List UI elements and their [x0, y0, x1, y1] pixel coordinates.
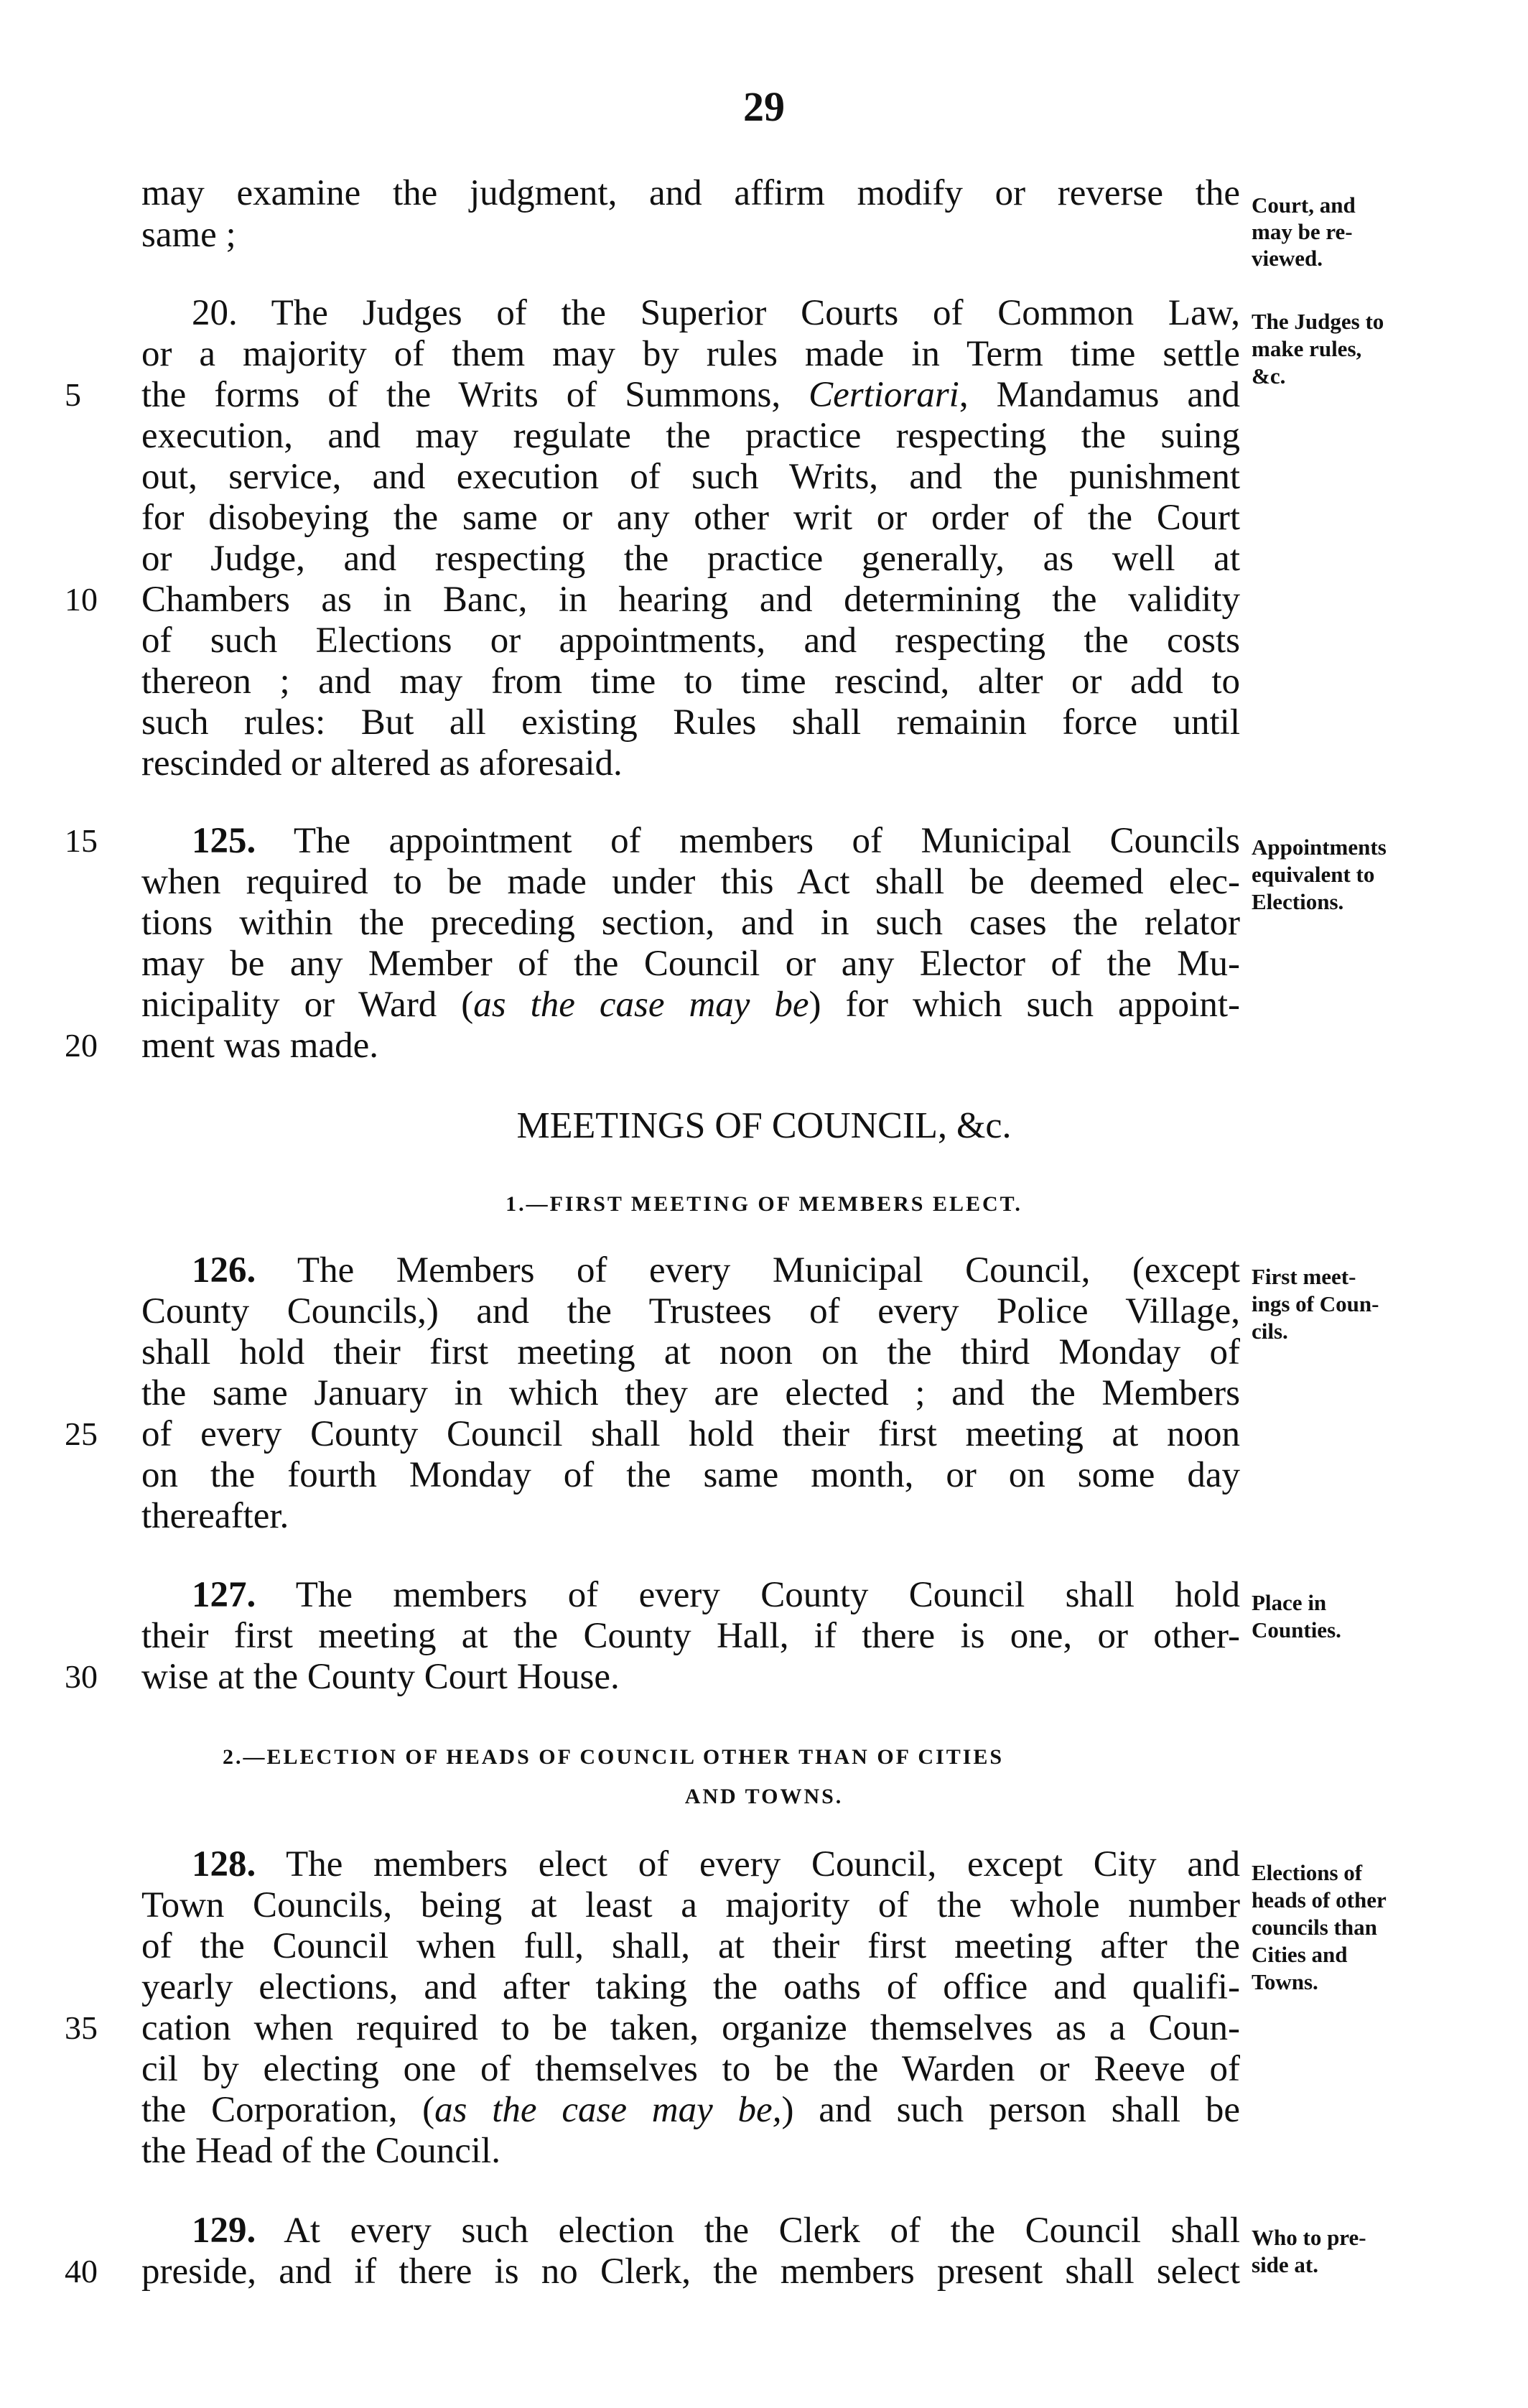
margin-note: viewed. — [1252, 246, 1323, 271]
margin-note: Cities and — [1252, 1942, 1348, 1967]
italic-span: as the case may be, — [434, 2090, 782, 2130]
text-span: The members of every County Council shall hold — [295, 1575, 1240, 1615]
line-number: 20 — [65, 1027, 98, 1064]
margin-note: Towns. — [1252, 1969, 1318, 1994]
text-line: shall hold their first meeting at noon on the third Monday of — [141, 1332, 1240, 1372]
margin-note: may be re- — [1252, 219, 1353, 244]
subheading: 2.—ELECTION OF HEADS OF COUNCIL OTHER THAN OF CITIES — [223, 1745, 1005, 1769]
line-number: 25 — [65, 1415, 98, 1452]
section-first-line — [141, 819, 1240, 863]
section-number: 128. — [192, 1844, 256, 1884]
text-span: The members elect of every Council, except City and — [286, 1844, 1240, 1884]
margin-note: ings of Coun- — [1252, 1291, 1379, 1316]
text-line: their first meeting at the County Hall, if there is one, or other- — [141, 1616, 1240, 1656]
line-number: 30 — [65, 1658, 98, 1695]
section-first-line — [141, 1573, 1240, 1617]
margin-note: Counties. — [1252, 1617, 1341, 1642]
line-number: 5 — [65, 376, 81, 413]
text-span: ) for which such appoint- — [809, 985, 1240, 1025]
margin-note: Court, and — [1252, 192, 1356, 218]
margin-note: Appointments — [1252, 835, 1387, 860]
text-line: Town Councils, being at least a majority of the whole number — [141, 1885, 1240, 1925]
section-first-line — [141, 2208, 1240, 2253]
margin-note: heads of other — [1252, 1887, 1387, 1912]
text-span: the Corporation, ( — [141, 2090, 435, 2130]
section-first-line — [141, 1248, 1240, 1293]
margin-note: First meet- — [1252, 1264, 1356, 1289]
text-span: , Mandamus and — [959, 375, 1240, 415]
margin-note: side at. — [1252, 2252, 1318, 2277]
text-line: of such Elections or appointments, and respecting the costs — [141, 620, 1240, 661]
text-line: out, service, and execution of such Writs, and the punishment — [141, 457, 1240, 497]
page-number: 29 — [743, 83, 785, 130]
margin-note: &c. — [1252, 363, 1286, 389]
text-line: thereafter. — [141, 1496, 289, 1536]
text-line — [141, 373, 1240, 417]
italic-span: Certiorari — [809, 375, 959, 415]
margin-note: cils. — [1252, 1319, 1288, 1344]
section-number: 129. — [192, 2211, 256, 2251]
text-line: or a majority of them may by rules made in Term time settle — [141, 334, 1240, 374]
text-line: cation when required to be taken, organize themselves as a Coun- — [141, 2008, 1240, 2048]
section-number: 20. — [192, 293, 238, 333]
section-first-line — [141, 1842, 1240, 1887]
text-span: nicipality or Ward ( — [141, 985, 474, 1025]
text-span: the forms of the Writs of Summons, — [141, 375, 781, 415]
text-line: may be any Member of the Council or any Elector of the Mu- — [141, 944, 1240, 984]
line-number: 40 — [65, 2253, 98, 2290]
margin-note: make rules, — [1252, 336, 1362, 361]
margin-note: Place in — [1252, 1590, 1327, 1615]
margin-note: Elections. — [1252, 889, 1344, 914]
text-line: execution, and may regulate the practice respecting the suing — [141, 416, 1240, 456]
section-number: 127. — [192, 1575, 256, 1615]
text-line: thereon ; and may from time to time rescind, alter or add to — [141, 661, 1240, 702]
text-span: The appointment of members of Municipal Councils — [293, 821, 1240, 861]
text-line: on the fourth Monday of the same month, or on some day — [141, 1455, 1240, 1495]
section-heading: MEETINGS OF COUNCIL, &c. — [516, 1105, 1012, 1146]
text-line: the same January in which they are elected ; and the Members — [141, 1373, 1240, 1413]
section-number: 125. — [192, 821, 256, 861]
line-number: 35 — [65, 2009, 98, 2046]
section-number: 126. — [192, 1250, 256, 1291]
text-line: such rules: But all existing Rules shall remainin force until — [141, 702, 1240, 743]
text-line — [141, 982, 1240, 1027]
text-span: At every such election the Clerk of the Council shall — [284, 2211, 1241, 2251]
margin-note: Who to pre- — [1252, 2225, 1366, 2250]
text-line: County Councils,) and the Trustees of every Police Village, — [141, 1291, 1240, 1331]
text-span: The Judges of the Superior Courts of Common Law, — [271, 293, 1240, 333]
text-line: Chambers as in Banc, in hearing and determining the validity — [141, 580, 1240, 620]
text-line: preside, and if there is no Clerk, the members present shall select — [141, 2251, 1240, 2292]
text-line: cil by electing one of themselves to be the Warden or Reeve of — [141, 2049, 1240, 2089]
text-line: yearly elections, and after taking the oaths of office and qualifi- — [141, 1967, 1240, 2007]
text-line: of every County Council shall hold their first meeting at noon — [141, 1414, 1240, 1454]
text-line: ment was made. — [141, 1026, 378, 1066]
text-line: wise at the County Court House. — [141, 1657, 620, 1697]
text-line: of the Council when full, shall, at their first meeting after the — [141, 1926, 1240, 1966]
text-span: ) and such person shall be — [781, 2090, 1240, 2130]
margin-note: The Judges to — [1252, 309, 1384, 334]
line-number: 15 — [65, 822, 98, 859]
margin-note: councils than — [1252, 1915, 1377, 1940]
subheading: AND TOWNS. — [684, 1785, 844, 1808]
text-line: when required to be made under this Act shall be deemed elec- — [141, 862, 1240, 902]
line-number: 10 — [65, 581, 98, 618]
text-line — [141, 2088, 1240, 2132]
text-line: rescinded or altered as aforesaid. — [141, 743, 623, 784]
text-line: for disobeying the same or any other writ or order of the Court — [141, 498, 1240, 538]
italic-span: as the case may be — [473, 985, 809, 1025]
text-line: tions within the preceding section, and in such cases the relator — [141, 903, 1240, 943]
subheading: 1.—FIRST MEETING OF MEMBERS ELECT. — [506, 1192, 1022, 1216]
margin-note: equivalent to — [1252, 862, 1375, 887]
section-first-line — [141, 291, 1240, 335]
text-line: same ; — [141, 215, 236, 255]
text-span: The Members of every Municipal Council, (except — [297, 1250, 1240, 1291]
text-line: or Judge, and respecting the practice generally, as well at — [141, 539, 1240, 579]
text-line: may examine the judgment, and affirm modify or reverse the — [141, 173, 1240, 213]
margin-note: Elections of — [1252, 1860, 1363, 1885]
text-line: the Head of the Council. — [141, 2131, 500, 2171]
